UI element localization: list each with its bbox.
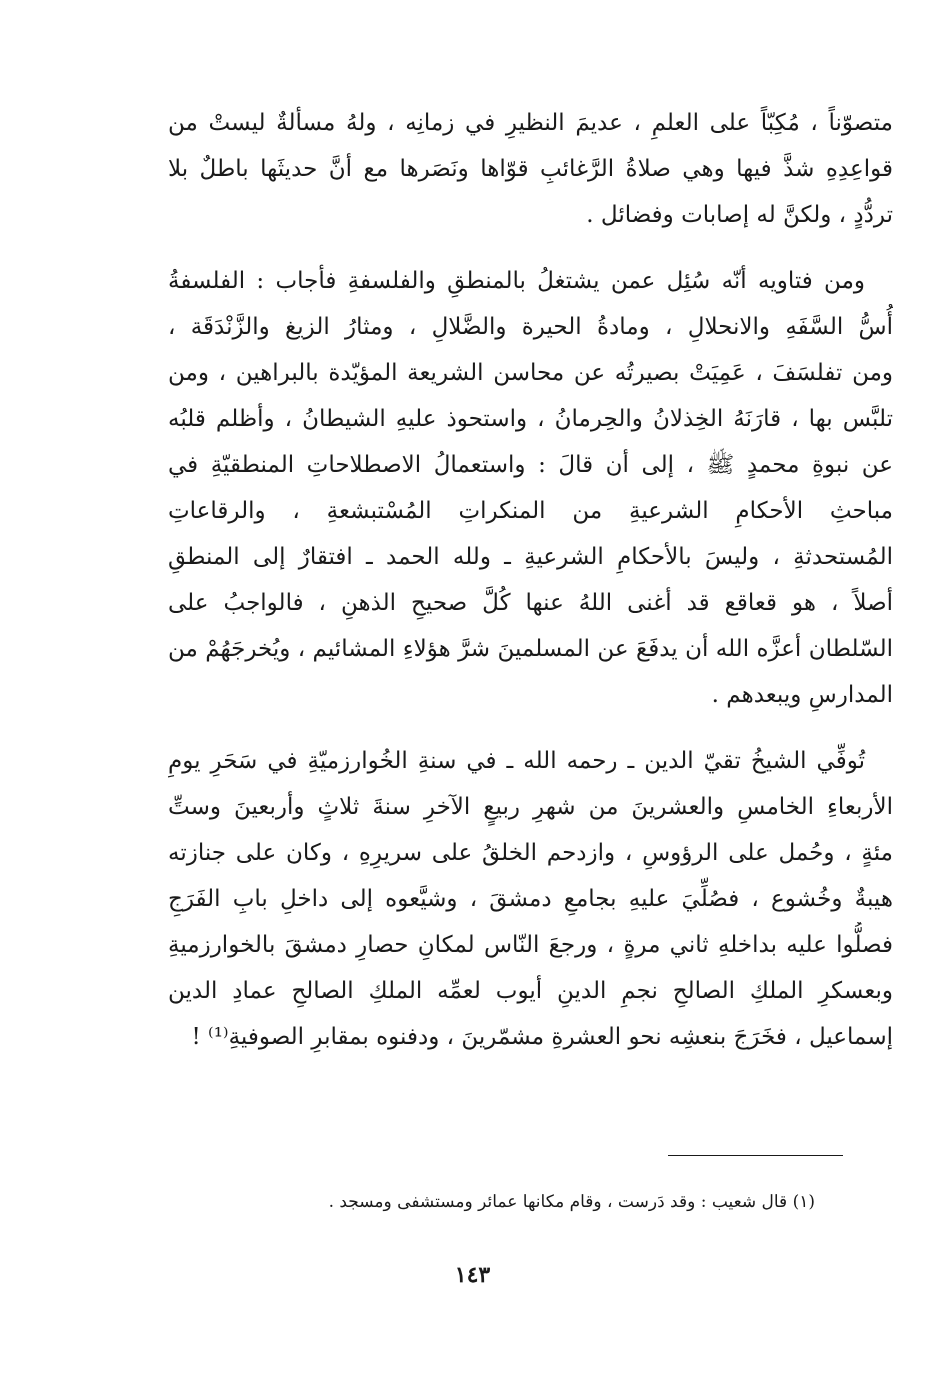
paragraph-3: [168, 738, 893, 1060]
text-line: ومن تفلسَفَ ، عَمِيَتْ بصيرتُه عن محاسن الشريعة المؤيّدة بالبراهين ، ومن: [168, 360, 893, 386]
text-line: تردُّدٍ ، ولكنَّ له إصابات وفضائل .: [586, 202, 893, 228]
text-line: وبعسكرِ الملكِ الصالحِ نجمِ الدينِ أيوب لعمِّه الملكِ الصالحِ عمادِ الدين: [168, 978, 893, 1004]
text-line: عن نبوةِ محمدٍ ﷺ ، إلى أن قالَ : واستعمالُ الاصطلاحاتِ المنطقيّةِ في: [168, 452, 893, 478]
text-line: المدارسِ ويبعدهم .: [711, 682, 893, 708]
text-line: تلبَّس بها ، قارَنَهُ الخِذلانُ والحِرمانُ ، واستحوذ عليهِ الشيطانُ ، وأظلم قلبُه: [168, 406, 893, 432]
paragraph-1: [168, 100, 893, 238]
text-line: السّلطان أعزَّه الله أن يدفَعَ عن المسلمينَ شرَّ هؤلاءِ المشائيم ، ويُخرجَهُمْ من: [168, 636, 893, 662]
text-line: تُوفِّي الشيخُ تقيّ الدين ـ رحمه الله ـ في سنةِ الخُوارزميّةِ في سَحَرِ يومِ: [168, 748, 865, 774]
footnote-divider: [668, 1155, 843, 1156]
footnote: (١) قال شعيب : وقد دَرست ، وقام مكانها عمائر ومستشفى ومسجد .: [328, 1192, 815, 1212]
text-line: مباحثِ الأحكامِ الشرعيةِ من المنكراتِ المُسْتبشعةِ ، والرقاعاتِ: [168, 498, 893, 524]
paragraph-2: [168, 258, 893, 718]
text-line: مئةٍ ، وحُمل على الرؤوسِ ، وازدحم الخلقُ على سريرِهِ ، وكان على جنازته: [168, 840, 893, 866]
text-line: المُستحدثةِ ، وليسَ بالأحكامِ الشرعيةِ ـ ولله الحمد ـ افتقارٌ إلى المنطقِ: [168, 544, 893, 570]
text-line: متصوّناً ، مُكِبّاً على العلمِ ، عديمَ النظيرِ في زمانِه ، ولهُ مسألةٌ ليستْ من: [168, 110, 893, 136]
text-line: إسماعيل ، فخَرَجَ بنعشِه نحو العشرةِ مشمّرينَ ، ودفنوه بمقابرِ الصوفيةِ⁽¹⁾ !: [191, 1024, 893, 1050]
text-line: قواعِدِهِ شذَّ فيها وهي صلاةُ الرَّغائبِ قوّاها ونَصَرها مع أنَّ حديثَها باطلٌ بلا: [168, 156, 893, 182]
text-line: الأربعاءِ الخامسِ والعشرينَ من شهرِ ربيعٍ الآخرِ سنةَ ثلاثٍ وأربعينَ وستِّ: [168, 794, 893, 820]
page-number: ١٤٣: [454, 1262, 491, 1288]
text-line: فصلُّوا عليه بداخلهِ ثاني مرةٍ ، ورجعَ النّاس لمكانِ حصارِ دمشقَ بالخوارزميةِ: [168, 932, 893, 958]
page-body: [168, 100, 893, 1060]
text-line: أُسُّ السَّفَهِ والانحلالِ ، ومادةُ الحيرة والضَّلالِ ، ومثارُ الزيغ والزَّنْدَقَة ،: [168, 314, 893, 340]
text-line: ومن فتاويه أنّه سُئِل عمن يشتغلُ بالمنطقِ والفلسفةِ فأجاب : الفلسفةُ: [168, 268, 865, 294]
text-line: أصلاً ، هو قعاقع قد أغنى اللهُ عنها كُلَّ صحيحِ الذهنِ ، فالواجبُ على: [168, 590, 893, 616]
text-line: هيبةٌ وخُشوع ، فصُلِّيَ عليهِ بجامعِ دمشقَ ، وشيَّعوه إلى داخلِ بابِ الفَرَجِ: [168, 886, 893, 912]
